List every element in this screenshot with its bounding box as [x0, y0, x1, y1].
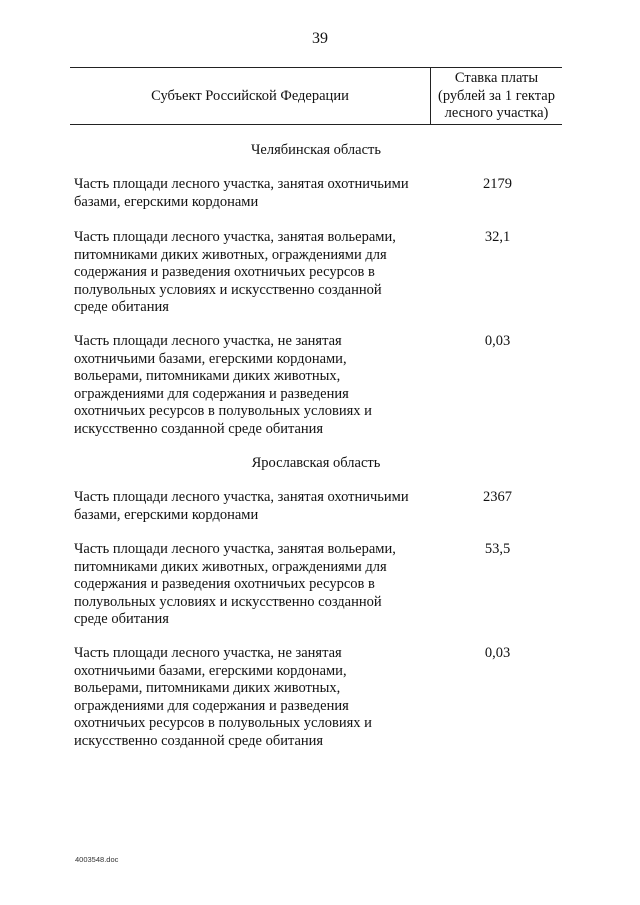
- description-line: охотничьих ресурсов в полувольных условиях и: [74, 403, 372, 419]
- row-description: [74, 645, 434, 750]
- row-rate-value: 0,03: [484, 333, 511, 349]
- description-line: охотничьими базами, егерскими кордонами,: [74, 662, 347, 679]
- row-rate-value: 53,5: [484, 541, 511, 557]
- row-rate-value: 2179: [483, 176, 512, 192]
- page-number: 39: [312, 30, 328, 47]
- description-line: содержания и разведения охотничьих ресурсов в: [74, 576, 375, 592]
- description-line: охотничьими базами, егерскими кордонами,: [74, 350, 347, 367]
- region-heading: Ярославская область: [251, 455, 381, 471]
- description-line: среде обитания: [74, 299, 169, 315]
- description-line: искусственно созданной среде обитания: [74, 420, 324, 437]
- header-rate-line: лесного участка): [444, 105, 549, 121]
- description-line: питомниками диких животных, ограждениями для: [74, 558, 387, 575]
- description-line: Часть площади лесного участка, занятая вольерами,: [74, 229, 396, 245]
- row-rate-value: 32,1: [484, 229, 511, 245]
- row-description: [74, 333, 434, 438]
- description-line: искусственно созданной среде обитания: [74, 732, 324, 749]
- description-line: Часть площади лесного участка, занятая охотничьими: [74, 489, 409, 505]
- description-line: Часть площади лесного участка, занятая охотничьими: [74, 176, 409, 192]
- description-line: вольерами, питомниками диких животных,: [74, 680, 341, 696]
- document-id: 4003548.doc: [75, 855, 119, 864]
- row-description: [74, 489, 434, 524]
- region-heading: Челябинская область: [251, 142, 381, 158]
- row-rate-value: 2367: [483, 489, 512, 505]
- row-rate-value: 0,03: [484, 645, 511, 661]
- description-line: среде обитания: [74, 611, 169, 627]
- row-description: [74, 176, 434, 211]
- description-line: охотничьих ресурсов в полувольных условиях и: [74, 715, 372, 731]
- description-line: ограждениями для содержания и разведения: [74, 385, 349, 402]
- description-line: полувольных условиях и искусственно созданной: [74, 593, 382, 610]
- row-description: [74, 229, 434, 317]
- header-rate-line: Ставка платы: [454, 70, 539, 86]
- description-line: полувольных условиях и искусственно созданной: [74, 281, 382, 298]
- description-line: содержания и разведения охотничьих ресурсов в: [74, 264, 375, 280]
- header-subject-cell: Субъект Российской Федерации: [151, 88, 349, 104]
- description-line: базами, егерскими кордонами: [74, 193, 259, 210]
- description-line: питомниками диких животных, ограждениями для: [74, 246, 387, 263]
- description-line: Часть площади лесного участка, занятая вольерами,: [74, 541, 396, 557]
- description-line: Часть площади лесного участка, не занятая: [74, 333, 342, 349]
- table-header: [70, 67, 562, 125]
- row-description: [74, 541, 434, 629]
- header-rate-line: (рублей за 1 гектар: [438, 87, 555, 104]
- description-line: вольерами, питомниками диких животных,: [74, 368, 341, 384]
- description-line: Часть площади лесного участка, не занятая: [74, 645, 342, 661]
- description-line: ограждениями для содержания и разведения: [74, 697, 349, 714]
- header-rate-cell: [431, 70, 562, 123]
- description-line: базами, егерскими кордонами: [74, 506, 259, 523]
